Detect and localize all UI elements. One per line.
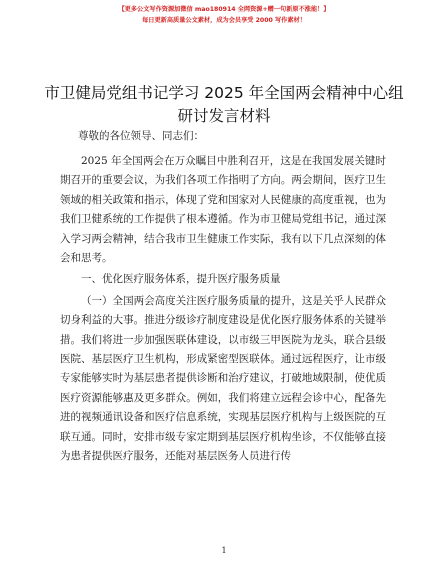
- paragraph-intro: 2025 年全国两会在万众瞩目中胜利召开，这是在我国发展关键时期召开的重要会议，为我们各项工作指明了方向。两会期间，医疗卫生领域的相关政策和指示，体现了党和国家对人民健康的高度重视，也为我们卫健系统的工作提供了根本遵循。作为市卫健局党组书记，通过深入学习两会精神，结合我市卫生健康工作实际，我有以下几点深刻的体会和思考。: [60, 155, 386, 265]
- promo-banner: [0, 4, 448, 26]
- paragraph-section-1: （一）全国两会高度关注医疗服务质量的提升，这是关乎人民群众切身利益的大事。推进分级诊疗制度建设是优化医疗服务体系的关键举措。我们将进一步加强医联体建设，以市级三甲医院为龙头，联合县级医院、基层医疗卫生机构，形成紧密型医联体。通过远程医疗，让市级专家能够实时为基层患者提供诊断和治疗建议，打破地域限制，使优质医疗资源能够惠及更多群众。例如，我们将建立远程会诊中心，配备先进的视频通讯设备和医疗信息系统，实现基层医疗机构与上级医院的互联互通。同时，安排市级专家定期到基层医疗机构坐诊，不仅能够直接为患者提供医疗服务，还能对基层医务人员进行传: [60, 294, 386, 463]
- page-number: 1: [221, 546, 227, 555]
- promo-banner-line1: 【更多公文写作资源加微信 mao180914 全网资源+赠一句新原不涨能！】: [118, 6, 330, 13]
- promo-banner-line2: 每日更新高质量公文素材，成为会员享受 2000 写作素材！: [142, 17, 306, 24]
- section-heading: 一、优化医疗服务体系，提升医疗服务质量: [81, 273, 281, 286]
- document-title: 市卫健局党组书记学习 2025 年全国两会精神中心组研讨发言材料: [44, 84, 404, 125]
- salutation: 尊敬的各位领导、同志们：: [78, 130, 204, 142]
- document-body: [60, 152, 386, 467]
